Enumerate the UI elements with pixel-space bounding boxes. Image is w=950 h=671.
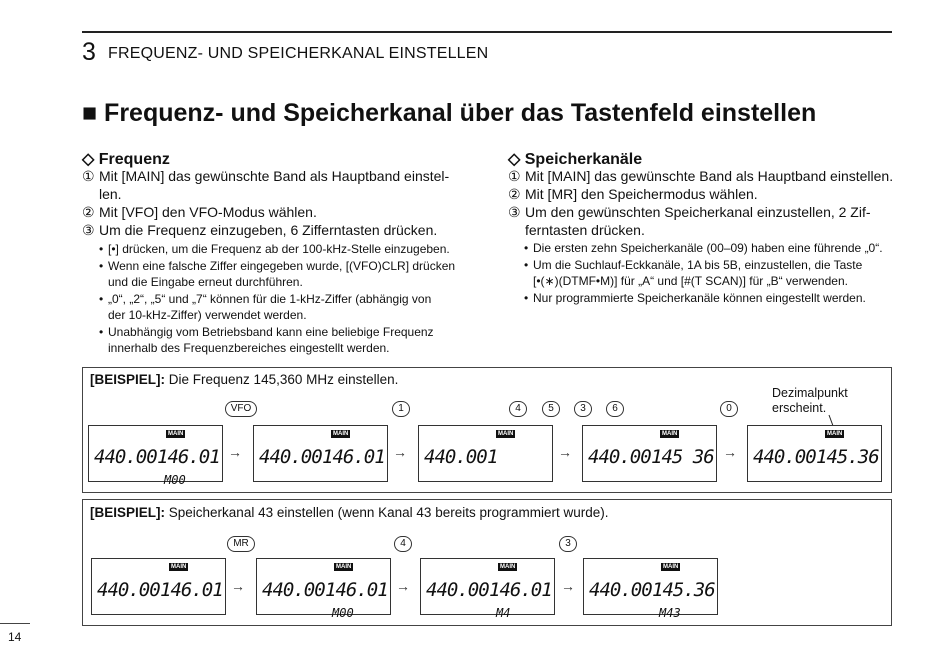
main-band-frequency: 146.01 <box>322 446 385 468</box>
arrow-icon: → <box>396 578 410 594</box>
chapter-number: 3 <box>82 38 96 66</box>
main-band-frequency: 145.36 <box>652 579 715 601</box>
main-indicator: MAIN <box>663 564 679 570</box>
key-4[interactable]: 4 <box>509 401 527 417</box>
step-text: Mit [MR] den Speichermodus wählen. <box>525 186 758 202</box>
key-4[interactable]: 4 <box>394 536 412 552</box>
step-text: Mit [MAIN] das gewünschte Band als Hauptband einstel- <box>99 168 450 184</box>
main-indicator: MAIN <box>336 564 352 570</box>
step-text: Um die Frequenz einzugeben, 6 Zifferntasten drücken. <box>99 222 438 238</box>
channel-readout: M00 <box>332 606 354 620</box>
step-text: Mit [VFO] den VFO-Modus wählen. <box>99 204 317 220</box>
page-number-rule <box>0 623 30 624</box>
key-5[interactable]: 5 <box>542 401 560 417</box>
sub-band-frequency: 440.00 <box>753 446 816 468</box>
main-band-frequency: 145 36 <box>651 446 714 468</box>
frequency-heading: ◇ Frequenz <box>82 151 170 168</box>
main-band-frequency: 146.01 <box>160 579 223 601</box>
main-band-frequency: 145.36 <box>816 446 879 468</box>
step-number: ① <box>82 168 95 184</box>
main-indicator: MAIN <box>171 564 187 570</box>
example-label: [BEISPIEL]: Speicherkanal 43 einstellen (wenn Kanal 43 bereits programmiert wurde). <box>90 505 609 520</box>
lcd-display <box>253 425 388 482</box>
channel-readout: M00 <box>164 473 186 487</box>
main-indicator: MAIN <box>500 564 516 570</box>
memory-steps <box>508 167 893 239</box>
arrow-icon: → <box>228 444 242 460</box>
memory-notes: • Die ersten zehn Speicherkanäle (00–09) haben eine führende „0“. • Um die Suchlauf-Eckkanäle, 1A bis 5B, einzustellen, die Taste [•(∗)(DTMF•M)] für „A“ und [#(T SCAN)] für „B“ verwenden. • Nur programmierte Speicherkanäle können eingestellt werden. <box>524 241 883 305</box>
note-text: Unabhängig vom Betriebsband kann eine beliebige Frequenz <box>108 324 434 339</box>
main-indicator: MAIN <box>662 431 678 437</box>
note-text: [•] drücken, um die Frequenz ab der 100-kHz-Stelle einzugeben. <box>108 242 450 256</box>
sub-band-frequency: 440.00 <box>97 579 160 601</box>
step-number: ③ <box>82 222 95 238</box>
key-3[interactable]: 3 <box>559 536 577 552</box>
arrow-icon: → <box>558 444 572 460</box>
lcd-display <box>91 558 226 615</box>
arrow-icon: → <box>393 444 407 460</box>
lcd-display <box>583 558 718 620</box>
arrow-icon: → <box>231 578 245 594</box>
main-band-frequency: 146.01 <box>325 579 388 601</box>
step-number: ② <box>508 186 521 202</box>
main-band-frequency: 146.01 <box>489 579 552 601</box>
note-text: Wenn eine falsche Ziffer eingegeben wurde, [(VFO)CLR] drücken <box>108 258 456 273</box>
note-text: der 10-kHz-Ziffer) verwendet werden. <box>108 308 307 322</box>
chapter-title: FREQUENZ- UND SPEICHERKANAL EINSTELLEN <box>108 45 489 62</box>
key-3[interactable]: 3 <box>574 401 592 417</box>
key-0[interactable]: 0 <box>720 401 738 417</box>
main-indicator: MAIN <box>168 431 184 437</box>
note-text: und die Eingabe erneut durchführen. <box>108 275 303 289</box>
step-number: ② <box>82 204 95 220</box>
lcd-display <box>747 425 882 482</box>
step-number: ① <box>508 168 521 184</box>
step-text: Um den gewünschten Speicherkanal einzustellen, 2 Zif- <box>525 204 871 220</box>
section-title: ■ Frequenz- und Speicherkanal über das Tastenfeld einstellen <box>82 99 817 127</box>
sub-band-frequency: 440.00 <box>426 579 489 601</box>
example-label: [BEISPIEL]: Die Frequenz 145,360 MHz einstellen. <box>90 372 399 387</box>
channel-readout: M43 <box>659 606 681 620</box>
sub-band-frequency: 440.00 <box>262 579 325 601</box>
sub-band-frequency: 440.00 <box>588 446 651 468</box>
memory-heading: ◇ Speicherkanäle <box>508 151 643 168</box>
step-number: ③ <box>508 204 521 220</box>
note-text: Um die Suchlauf-Eckkanäle, 1A bis 5B, einzustellen, die Taste <box>533 257 863 272</box>
step-text: Mit [MAIN] das gewünschte Band als Hauptband einstellen. <box>525 168 894 184</box>
step-text: len. <box>99 186 122 202</box>
channel-readout: M4 <box>496 606 511 620</box>
note-text: „0“, „2“, „5“ und „7“ können für die 1-kHz-Ziffer (abhängig von <box>108 291 432 306</box>
frequency-steps <box>82 167 467 239</box>
chapter-rule <box>82 31 892 33</box>
note-text: Die ersten zehn Speicherkanäle (00–09) haben eine führende „0“. <box>533 241 883 255</box>
main-band-frequency: 146.01 <box>157 446 220 468</box>
step-text: ferntasten drücken. <box>525 222 645 238</box>
note-text: innerhalb des Frequenzbereiches eingestellt werden. <box>108 341 390 355</box>
key-1[interactable]: 1 <box>392 401 410 417</box>
sub-band-frequency: 440.00 <box>259 446 322 468</box>
note-text: Nur programmierte Speicherkanäle können eingestellt werden. <box>533 290 866 305</box>
lcd-display <box>582 425 717 482</box>
lcd-display <box>420 558 555 620</box>
arrow-icon: → <box>723 444 737 460</box>
lcd-display <box>88 425 223 487</box>
decimal-point-note: Dezimalpunkt erscheint. <box>772 386 848 415</box>
main-indicator: MAIN <box>827 431 843 437</box>
sub-band-frequency: 440.00 <box>94 446 157 468</box>
mr-key[interactable]: MR <box>227 536 255 552</box>
frequency-notes: • [•] drücken, um die Frequenz ab der 100-kHz-Stelle einzugeben. • Wenn eine falsche Ziffer eingegeben wurde, [(VFO)CLR] drücken und die Eingabe erneut durchführen. • „0“, „2“, „5“ und „7“ können für die 1-kHz-Ziffer (abhängig von der 10-kHz-Ziffer) verwendet werden. • Unabhängig vom Betriebsband kann eine beliebige Frequenz innerhalb des Frequenzbereiches eingestellt werden. <box>99 242 456 355</box>
arrow-icon: → <box>561 578 575 594</box>
page-number: 14 <box>8 630 22 644</box>
main-indicator: MAIN <box>498 431 514 437</box>
example-frequency-box <box>82 367 892 493</box>
lcd-display <box>418 425 553 482</box>
vfo-key[interactable]: VFO <box>225 401 257 417</box>
sub-band-frequency: 440.00 <box>424 446 487 468</box>
sub-band-frequency: 440.00 <box>589 579 652 601</box>
main-band-frequency: 1 <box>487 446 498 468</box>
lcd-display <box>256 558 391 620</box>
main-indicator: MAIN <box>333 431 349 437</box>
note-text: [•(∗)(DTMF•M)] für „A“ und [#(T SCAN)] für „B“ verwenden. <box>533 274 848 288</box>
key-6[interactable]: 6 <box>606 401 624 417</box>
example-memory-box <box>82 499 892 626</box>
